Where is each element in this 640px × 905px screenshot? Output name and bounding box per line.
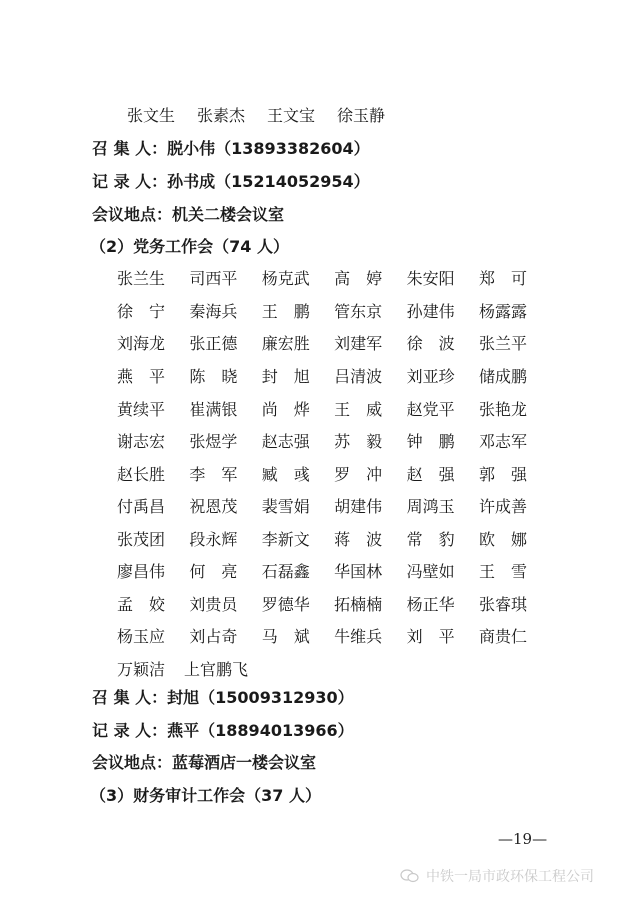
member-name: 冯壁如 (406, 562, 455, 581)
member-name: 杨正华 (406, 595, 455, 614)
names-row (117, 595, 527, 615)
names-row (117, 562, 527, 582)
member-name: 牛维兵 (334, 627, 383, 646)
member-name: 张艳龙 (478, 400, 527, 419)
convener-label: 召 集 人： (92, 139, 168, 158)
names-row (117, 302, 527, 322)
names-row (117, 627, 527, 647)
recorder-label: 记 录 人： (92, 172, 168, 191)
member-name: 李新文 (261, 530, 310, 549)
member-name: 赵党平 (406, 400, 455, 419)
group3-heading: （3）财务审计工作会（37 人） (90, 786, 321, 805)
member-name: 周鸿玉 (406, 497, 455, 516)
venue-label: 会议地点： (92, 753, 173, 772)
group1-venue (92, 205, 284, 225)
watermark-text: 中铁一局市政环保工程公司 (426, 869, 594, 885)
member-name: 刘亚珍 (406, 367, 455, 386)
recorder-label: 记 录 人： (92, 721, 168, 740)
venue-label: 会议地点： (92, 205, 173, 224)
member-name: 刘占奇 (189, 627, 238, 646)
member-name: 蒋 波 (334, 530, 383, 549)
member-name: 赵长胜 (117, 465, 166, 484)
member-name: 管东京 (334, 302, 383, 321)
member-name: 张文生 (127, 106, 176, 125)
page-number: —19— (498, 830, 548, 848)
member-name: 徐 波 (406, 334, 455, 353)
member-name: 高 婷 (334, 269, 383, 288)
member-name: 钟 鹏 (406, 432, 455, 451)
member-name: 封 旭 (261, 367, 310, 386)
member-name: 苏 毅 (334, 432, 383, 451)
group1-recorder (92, 172, 370, 192)
member-name: 王 威 (334, 400, 383, 419)
group2-convener (92, 688, 354, 708)
names-row (117, 465, 527, 485)
member-name: 谢志宏 (117, 432, 166, 451)
venue-value: 蓝莓酒店一楼会议室 (172, 753, 317, 772)
member-name: 尚 烨 (261, 400, 310, 419)
member-name: 刘海龙 (117, 334, 166, 353)
member-name: 上官鹏飞 (184, 660, 249, 679)
member-name: 秦海兵 (189, 302, 238, 321)
group2-heading: （2）党务工作会（74 人） (90, 237, 289, 256)
member-name: 邓志军 (478, 432, 527, 451)
member-name: 燕 平 (117, 367, 166, 386)
member-name: 王 雪 (478, 562, 527, 581)
venue-value: 机关二楼会议室 (172, 205, 285, 224)
member-name: 徐玉静 (337, 106, 386, 125)
member-name: 赵志强 (261, 432, 310, 451)
member-name: 商贵仁 (478, 627, 527, 646)
member-name: 付禹昌 (117, 497, 166, 516)
member-name: 杨露露 (478, 302, 527, 321)
member-name: 徐 宁 (117, 302, 166, 321)
names-row (117, 269, 527, 289)
recorder-value: 孙书成（15214052954） (167, 172, 370, 191)
names-row (117, 334, 527, 354)
member-name: 朱安阳 (406, 269, 455, 288)
member-name: 裴雪娟 (261, 497, 310, 516)
member-name: 张茂团 (117, 530, 166, 549)
group1-convener (92, 139, 370, 159)
member-name: 张睿琪 (478, 595, 527, 614)
member-name: 拓楠楠 (334, 595, 383, 614)
names-row (117, 530, 527, 550)
member-name: 司西平 (189, 269, 238, 288)
member-name: 廉宏胜 (261, 334, 310, 353)
member-name: 张正德 (189, 334, 238, 353)
member-name: 郭 强 (478, 465, 527, 484)
member-name: 罗 冲 (334, 465, 383, 484)
member-name: 黄续平 (117, 400, 166, 419)
watermark (400, 866, 594, 886)
member-name: 刘贵员 (189, 595, 238, 614)
member-name: 张兰生 (117, 269, 166, 288)
member-name: 储成鹏 (478, 367, 527, 386)
convener-label: 召 集 人： (92, 688, 168, 707)
wechat-icon (400, 869, 420, 883)
member-name: 石磊鑫 (261, 562, 310, 581)
names-row (117, 660, 527, 680)
group2-recorder (92, 721, 354, 741)
member-name: 孟 姣 (117, 595, 166, 614)
member-name: 廖昌伟 (117, 562, 166, 581)
names-row (117, 432, 527, 452)
member-name: 罗德华 (261, 595, 310, 614)
member-name: 马 斌 (261, 627, 310, 646)
member-name: 李 军 (189, 465, 238, 484)
member-name: 欧 娜 (478, 530, 527, 549)
member-name: 刘 平 (406, 627, 455, 646)
member-name: 段永辉 (189, 530, 238, 549)
member-name: 王 鹏 (261, 302, 310, 321)
recorder-value: 燕平（18894013966） (167, 721, 354, 740)
member-name: 臧 彧 (261, 465, 310, 484)
member-name: 郑 可 (478, 269, 527, 288)
member-name: 华国林 (334, 562, 383, 581)
member-name: 杨克武 (261, 269, 310, 288)
convener-value: 脱小伟（13893382604） (167, 139, 370, 158)
member-name: 常 豹 (406, 530, 455, 549)
member-name: 许成善 (478, 497, 527, 516)
names-row (117, 497, 527, 517)
member-name: 吕清波 (334, 367, 383, 386)
member-name: 刘建军 (334, 334, 383, 353)
member-name: 祝恩茂 (189, 497, 238, 516)
member-name: 赵 强 (406, 465, 455, 484)
convener-value: 封旭（15009312930） (167, 688, 354, 707)
member-name: 孙建伟 (406, 302, 455, 321)
names-row (117, 367, 527, 387)
group1-tail-members (127, 106, 385, 126)
group2-venue (92, 753, 316, 773)
member-name: 张素杰 (197, 106, 246, 125)
member-name: 何 亮 (189, 562, 238, 581)
names-row (117, 400, 527, 420)
member-name: 张煜学 (189, 432, 238, 451)
member-name: 张兰平 (478, 334, 527, 353)
member-name: 陈 晓 (189, 367, 238, 386)
member-name: 胡建伟 (334, 497, 383, 516)
member-name: 崔满银 (189, 400, 238, 419)
member-name: 杨玉应 (117, 627, 166, 646)
member-name: 王文宝 (267, 106, 316, 125)
member-name: 万颖洁 (117, 660, 166, 679)
